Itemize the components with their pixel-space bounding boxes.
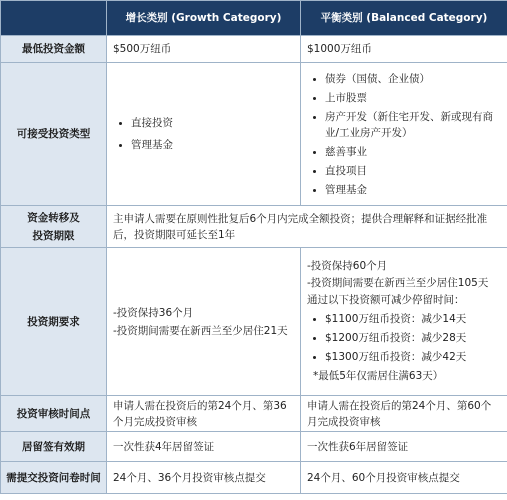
balanced-req-line: 通过以下投资额可减少停留时间： — [307, 294, 465, 306]
growth-req-line: -投资期间需要在新西兰至少居住21天 — [113, 324, 288, 337]
label-submit: 需提交投资问卷时间 — [1, 462, 107, 494]
row-min-amount — [1, 36, 507, 63]
row-visa — [1, 432, 507, 462]
row-transfer-period — [1, 206, 507, 248]
growth-min-amount: $500万纽币 — [107, 36, 301, 63]
balanced-requirements — [301, 248, 507, 396]
growth-review: 申请人需在投资后的第24个月、第36个月完成投资审核 — [107, 396, 301, 432]
growth-requirements — [107, 248, 301, 396]
list-item: • $1200万纽币投资：减少28天 — [325, 331, 501, 346]
label-visa: 居留签有效期 — [1, 432, 107, 462]
label-review: 投资审核时间点 — [1, 396, 107, 432]
list-item: • 直接投资 — [131, 115, 294, 131]
label-investment-types: 可接受投资类型 — [1, 63, 107, 206]
label-transfer-period — [1, 206, 107, 248]
header-blank — [1, 1, 107, 36]
row-submit — [1, 462, 507, 494]
balanced-review: 申请人需在投资后的第24个月、第60个月完成投资审核 — [301, 396, 507, 432]
growth-investment-types — [107, 63, 301, 206]
list-item: • 直投项目 — [325, 163, 501, 179]
header-growth: 增长类别 (Growth Category) — [107, 1, 301, 36]
table-header-row — [1, 1, 507, 36]
header-balanced: 平衡类别 (Balanced Category) — [301, 1, 507, 36]
label-requirements: 投资期要求 — [1, 248, 107, 396]
balanced-req-line: -投资保持60个月 — [307, 260, 388, 272]
balanced-submit: 24个月、60个月投资审核点提交 — [301, 462, 507, 494]
balanced-min-amount: $1000万纽币 — [301, 36, 507, 63]
list-item: • 债券（国债、企业债） — [325, 71, 501, 87]
balanced-investment-types — [301, 63, 507, 206]
row-review — [1, 396, 507, 432]
growth-req-line: -投资保持36个月 — [113, 306, 194, 319]
balanced-req-note: *最低5年仅需居住满63天） — [313, 370, 444, 382]
growth-types-list — [113, 115, 294, 153]
balanced-reduction-list — [307, 312, 501, 365]
list-item: • $1100万纽币投资：减少14天 — [325, 312, 501, 327]
list-item: • 慈善事业 — [325, 144, 501, 160]
list-item: • 房产开发（新住宅开发、新或现有商业/工业房产开发） — [325, 109, 501, 141]
label-transfer-line-2: 投资期限 — [32, 229, 75, 242]
row-investment-types — [1, 63, 507, 206]
label-min-amount: 最低投资金额 — [1, 36, 107, 63]
growth-submit: 24个月、36个月投资审核点提交 — [107, 462, 301, 494]
row-requirements — [1, 248, 507, 396]
list-item: • $1300万纽币投资：减少42天 — [325, 350, 501, 365]
growth-visa: 一次性获4年居留签证 — [107, 432, 301, 462]
label-transfer-line-1: 资金转移及 — [27, 211, 80, 224]
balanced-req-line: -投资期间需要在新西兰至少居住105天 — [307, 277, 489, 289]
list-item: • 上市股票 — [325, 90, 501, 106]
list-item: • 管理基金 — [131, 137, 294, 153]
balanced-visa: 一次性获6年居留签证 — [301, 432, 507, 462]
list-item: • 管理基金 — [325, 182, 501, 198]
balanced-types-list — [307, 71, 501, 198]
transfer-period-text: 主申请人需要在原则性批复后6个月内完成全额投资；提供合理解释和证据经批准后，投资期限可延长至1年 — [107, 206, 507, 248]
